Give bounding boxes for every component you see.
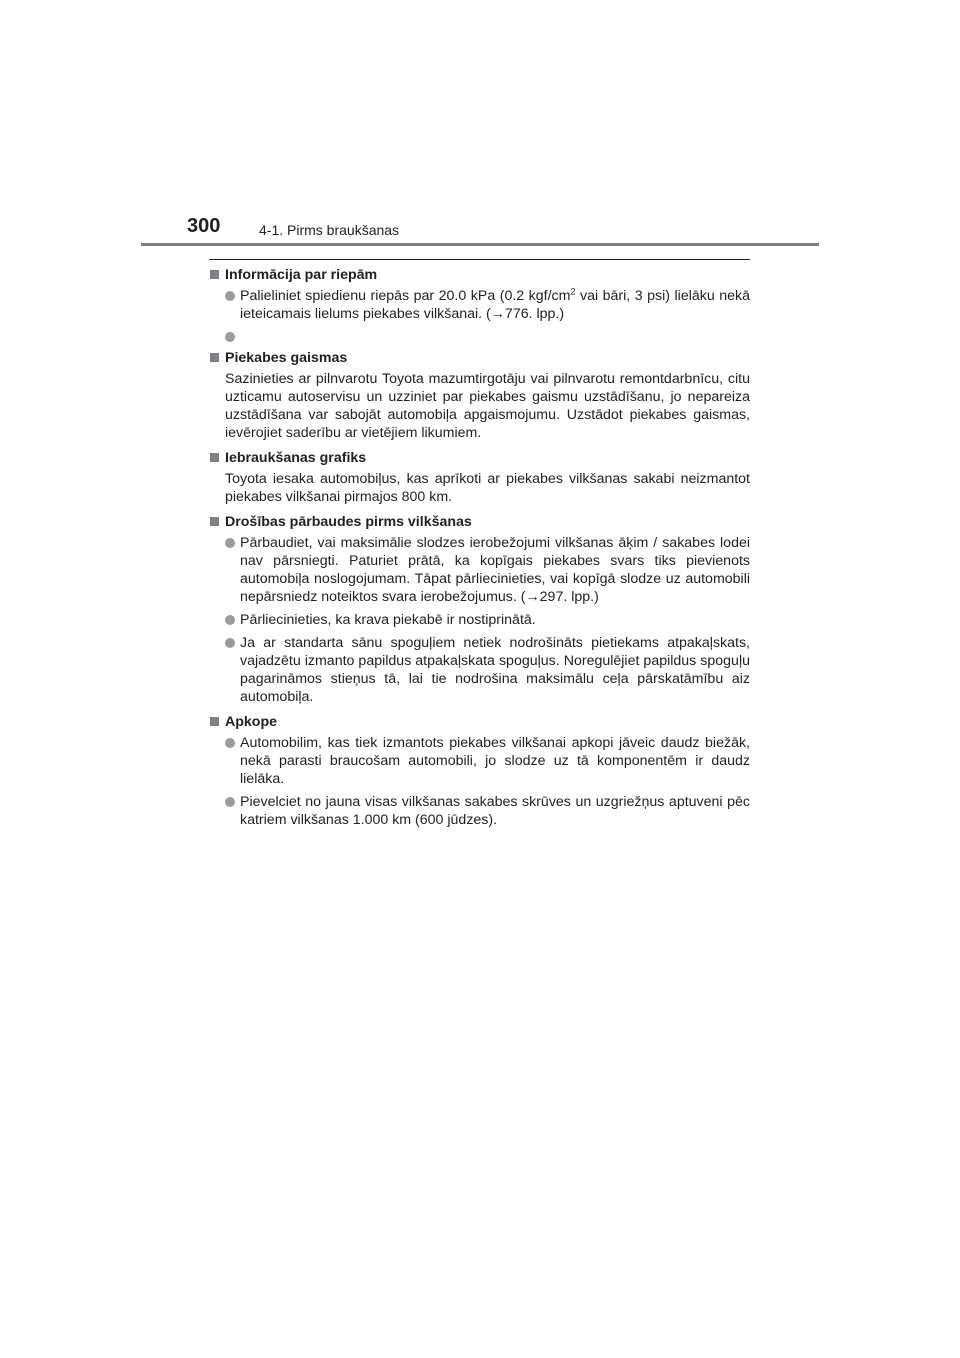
- section-heading: [209, 266, 750, 284]
- section-heading: [209, 449, 750, 467]
- list-item: [225, 793, 750, 829]
- section-heading-text: Piekabes gaismas: [225, 350, 348, 366]
- list-item-text: Pārbaudiet, vai maksimālie slodzes ierobežojumi vilkšanas āķim / sakabes lodei nav pārsniegti. Paturiet prātā, ka kopīgais piekabes svars tiks pievienots automobiļa noslogojumam. Tāpat pārliecinieties, vai kopīgā slodze uz automobili nepārsniedz noteiktos svara ierobežojumus. (→297. lpp.): [240, 535, 750, 605]
- section-heading-text: Drošības pārbaudes pirms vilkšanas: [225, 514, 472, 530]
- list-item: [225, 734, 750, 788]
- section-trailer-lights: [209, 349, 750, 442]
- section-paragraph: Sazinieties ar pilnvarotu Toyota mazumtirgotāju vai pilnvarotu remontdarbnīcu, citu uzticamu autoservisu un uzziniet par piekabes gaismu uzstādīšanu, jo nepareiza uzstādīšana var sabojāt automobiļa apgaismojumu. Uzstādot piekabes gaismas, ievērojiet saderību ar vietējiem likumiem.: [225, 371, 750, 441]
- list-item-text: Palieliniet spiedienu riepās par 20.0 kPa (0.2 kgf/$cm^2$ vai bāri, 3 psi) lielāku nekā ieteicamais lielums piekabes vilkšanai. (→776. lpp.): [240, 286, 751, 322]
- header-rule: [141, 243, 819, 246]
- round-bullet-icon: [225, 291, 235, 301]
- list-item-text: Automobilim, kas tiek izmantots piekabes vilkšanai apkopi jāveic daudz biežāk, nekā parasti braucošam automobili, jo slodze uz tā komponentēm ir daudz lielāka.: [240, 735, 750, 787]
- round-bullet-icon: [225, 738, 235, 748]
- round-bullet-icon: [225, 332, 235, 342]
- square-bullet-icon: [210, 517, 219, 526]
- list-item-text: Ja ar standarta sānu spoguļiem netiek nodrošināts pietiekams atpakaļskats, vajadzētu izmanto papildus atpakaļskata spoguļus. Noregulējiet papildus spoguļu pagarināmos stieņus tā, lai tie nodrošina maksimālu ceļa pārskatāmību aiz automobiļa.: [240, 635, 750, 705]
- round-bullet-icon: [225, 797, 235, 807]
- section-maintenance: [209, 713, 750, 829]
- round-bullet-icon: [225, 638, 235, 648]
- section-heading-text: Apkope: [225, 714, 278, 730]
- round-bullet-icon: [225, 615, 235, 625]
- section-title: 4-1. Pirms braukšanas: [259, 222, 400, 238]
- section-heading: [209, 513, 750, 531]
- list-item-text: Pārliecinieties, ka krava piekabē ir nostiprinātā.: [240, 612, 536, 628]
- content-top-rule: [209, 259, 750, 260]
- square-bullet-icon: [210, 717, 219, 726]
- section-safety-checks: [209, 513, 750, 706]
- section-break-in: [209, 449, 750, 506]
- section-heading-text: Informācija par riepām: [225, 267, 378, 283]
- section-heading: [209, 349, 750, 367]
- list-item: [225, 534, 750, 606]
- list-item-text: Pievelciet no jauna visas vilkšanas sakabes skrūves un uzgriežņus aptuveni pēc katriem vilkšanas 1.000 km (600 jūdzes).: [240, 794, 750, 828]
- section-heading-text: Iebraukšanas grafiks: [225, 450, 367, 466]
- square-bullet-icon: [210, 453, 219, 462]
- list-item: [225, 328, 750, 342]
- list-item: [225, 287, 750, 323]
- section-heading: [209, 713, 750, 731]
- page-content: [209, 259, 750, 836]
- list-item: [225, 611, 750, 629]
- square-bullet-icon: [210, 270, 219, 279]
- section-paragraph: Toyota iesaka automobiļus, kas aprīkoti ar piekabes vilkšanas sakabi neizmantot piekabes vilkšanai pirmajos 800 km.: [225, 471, 750, 505]
- section-tire-info: [209, 266, 750, 342]
- square-bullet-icon: [210, 353, 219, 362]
- list-item: [225, 634, 750, 706]
- page-number: 300: [187, 215, 221, 237]
- round-bullet-icon: [225, 538, 235, 548]
